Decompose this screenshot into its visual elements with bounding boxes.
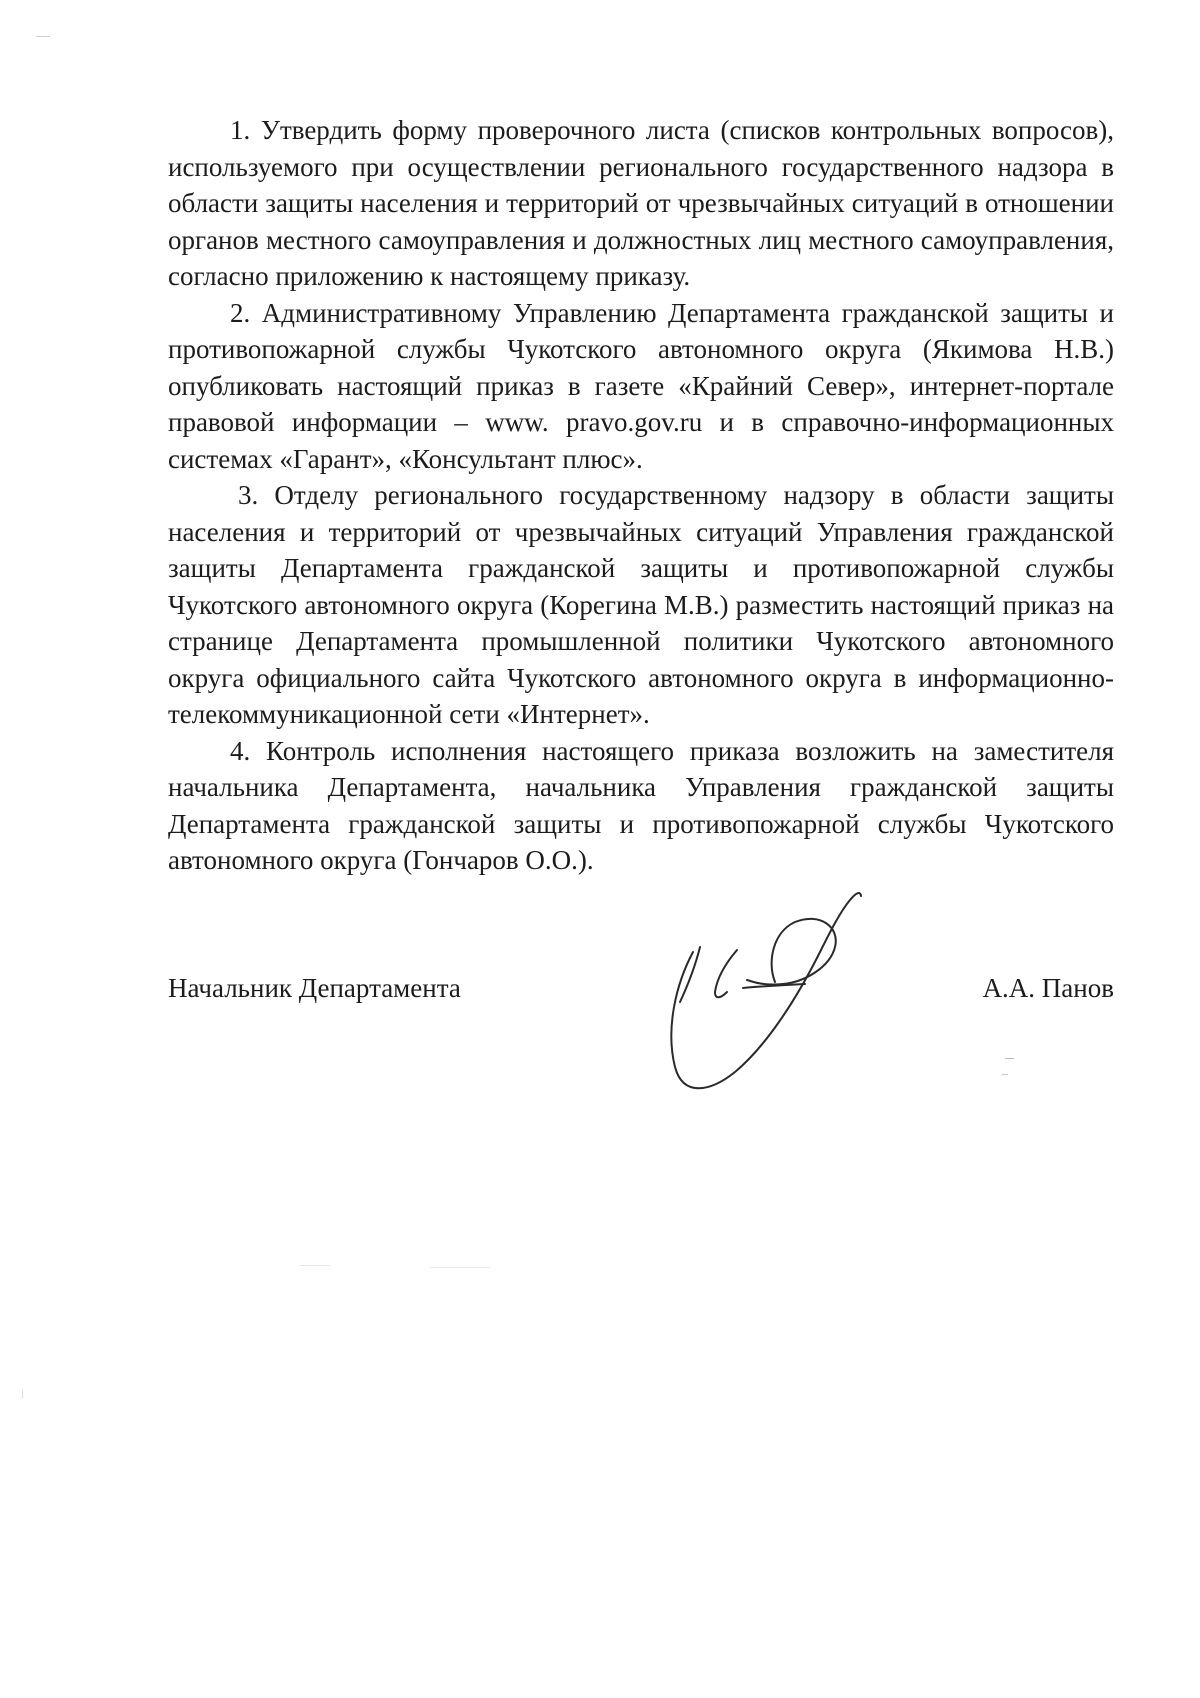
- scan-speck: [1002, 1074, 1008, 1075]
- signature-block: [168, 970, 1114, 1010]
- paragraph-2: 2. Административному Управлению Департамента гражданской защиты и противопожарной службы Чукотского автономного округа (Якимова Н.В.) опубликовать настоящий приказ в газете «Крайний Север», интернет-портале правовой информации – www. pravo.gov.ru и в справочно-информационных системах «Гарант», «Консультант плюс».: [168, 297, 1114, 474]
- paragraph-1: 1. Утвердить форму проверочного листа (списков контрольных вопросов), используемого при осуществлении регионального государственного надзора в области защиты населения и территорий от чрезвычайных ситуаций в отношении органов местного самоуправления и должностных лиц местного самоуправления, согласно приложению к настоящему приказу.: [168, 115, 1114, 291]
- scan-speck: [430, 1267, 490, 1268]
- signatory-name: А.А. Панов: [982, 973, 1114, 1003]
- handwritten-signature: [655, 892, 895, 1102]
- document-body: [168, 112, 1114, 879]
- scan-speck: [300, 1265, 330, 1266]
- paragraph-4: 4. Контроль исполнения настоящего приказа возложить на заместителя начальника Департамента, начальника Управления гражданской защиты Департамента гражданской защиты и противопожарной службы Чукотского автономного округа (Гончаров О.О.).: [168, 735, 1114, 875]
- paragraph-3: 3. Отделу регионального государственному надзору в области защиты населения и территорий от чрезвычайных ситуаций Управления гражданской защиты Департамента гражданской защиты и противопожарной службы Чукотского автономного округа (Корегина М.В.) разместить настоящий приказ на странице Департамента промышленной политики Чукотского автономного округа официального сайта Чукотского автономного округа в информационно-телекоммуникационной сети «Интернет».: [168, 480, 1114, 729]
- signatory-position: Начальник Департамента: [168, 973, 461, 1003]
- scan-speck: [36, 36, 50, 37]
- scan-speck: [1005, 1058, 1014, 1059]
- scan-speck: [22, 1390, 23, 1398]
